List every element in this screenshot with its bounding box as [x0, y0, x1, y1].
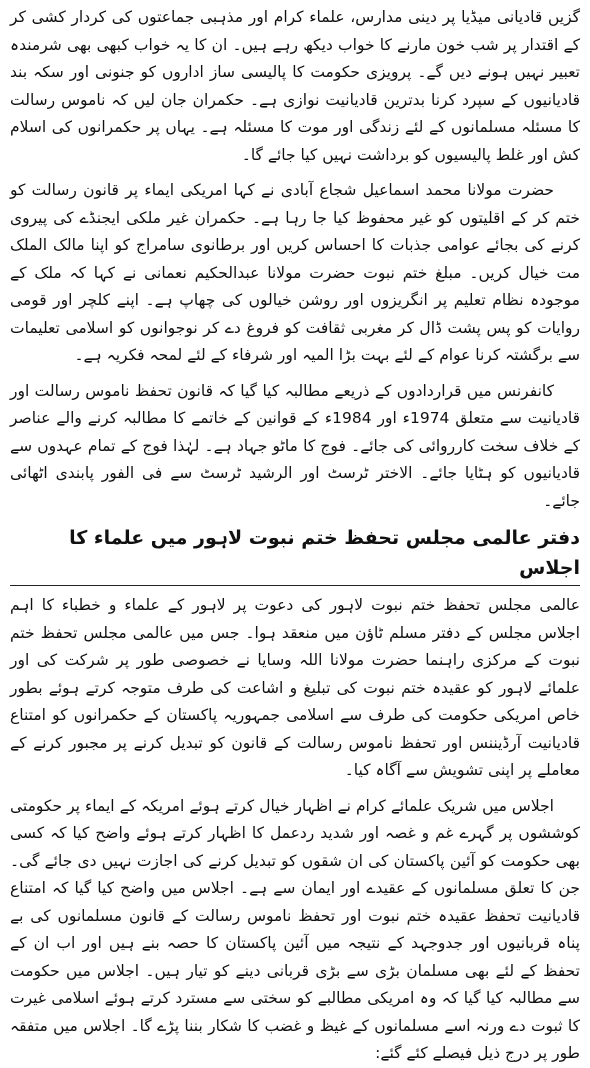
section-heading: دفتر عالمی مجلس تحفظ ختم نبوت لاہور میں علماء کا اجلاس — [10, 523, 580, 586]
paragraph-1: گزیں قادیانی میڈیا پر دینی مدارس، علماء کرام اور مذہبی جماعتوں کی کردار کشی کر کے اقتدار پر شب خون مارنے کا خواب دیکھ رہے ہیں۔ ان کا یہ خواب کبھی بھی شرمندہ تعبیر نہیں ہونے دیں گے۔ پرویزی حکومت کا پالیسی ساز اداروں کو جنونی اور سکہ بند قادیانیوں کے سپرد کرنا بدترین قادیانیت نوازی ہے۔ حکمران جان لیں کہ ناموس رسالت کا مسئلہ مسلمانوں کے لئے زندگی اور موت کا مسئلہ ہے۔ یہاں پر حکمرانوں کی اسلام کش اور غلط پالیسیوں کو برداشت نہیں کیا جائے گا۔ — [10, 8, 580, 164]
paragraph-5: اجلاس میں شریک علمائے کرام نے اظہار خیال کرتے ہوئے امریکہ کے ایماء پر حکومتی کوششوں پر گہرے غم و غصہ اور شدید ردعمل کا اظہار کرتے ہوئے واضح کیا کہ کسی بھی حکومت کو آئین پاکستان کی ان شقوں کو تبدیل کرنے کی اجازت نہیں دی جائے گی۔ جن کا تعلق مسلمانوں کے عقیدے اور ایمان سے ہے۔ اجلاس میں واضح کیا گیا کہ امتناع قادیانیت تحفظ عقیدہ ختم نبوت اور تحفظ ناموس رسالت کے قانون مسلمانوں کی بے پناہ قربانیوں اور جدوجہد کے نتیجہ میں آئین پاکستان کا حصہ بنے ہیں اور اب ان کے تحفظ کے لئے بھی مسلمان بڑی سے بڑی قربانی دینے کو تیار ہیں۔ اجلاس میں حکومت سے مطالبہ کیا گیا کہ وہ امریکی مطالبے کو سختی سے مسترد کرتے ہوئے اسلامی غیرت کا ثبوت دے ورنہ اسے مسلمانوں کے غیظ و غضب کا شکار بننا پڑے گا۔ اجلاس میں متفقہ طور پر درج ذیل فیصلے کئے گئے: — [10, 796, 580, 1062]
paragraph-3: کانفرنس میں قراردادوں کے ذریعے مطالبہ کیا گیا کہ قانون تحفظ ناموس رسالت اور قادیانیت سے متعلق 1974ء اور 1984ء کے قوانین کے خاتمے کا مطالبہ کرنے والے عناصر کے خلاف سخت کارروائی کی جائے۔ فوج کا ماٹو جہاد ہے۔ لہٰذا فوج کے تمام عہدوں سے قادیانیوں کو ہٹایا جائے۔ الاختر ٹرسٹ اور الرشید ٹرسٹ سے فی الفور پابندی اٹھائی جائے۔ — [10, 381, 580, 510]
paragraph-2: حضرت مولانا محمد اسماعیل شجاع آبادی نے کہا امریکی ایماء پر قانون رسالت کو ختم کر کے اقلیتوں کو غیر محفوظ کیا جا رہا ہے۔ حکمران غیر ملکی ایجنڈے کی پیروی کرنے کی بجائے عوامی جذبات کا احساس کریں اور برطانوی سامراج کو اپنا مالک الملک مت خیال کریں۔ مبلغ ختم نبوت حضرت مولانا عبدالحکیم نعمانی نے کہا کہ ملک کے موجودہ نظام تعلیم پر انگریزوں اور روشن خیالوں کی چھاپ ہے۔ اپنے کلچر اور قومی روایات کو پس پشت ڈال کر مغربی ثقافت کو فروغ دے کر نوجوانوں کو اسلامی تعلیمات سے برگشتہ کرنا عوام کے لئے بہت بڑا المیہ اور شرفاء کے لئے لمحہ فکریہ ہے۔ — [10, 181, 580, 364]
paragraph-4: عالمی مجلس تحفظ ختم نبوت لاہور کی دعوت پر لاہور کے علماء و خطباء کا اہم اجلاس مجلس کے دفتر مسلم ٹاؤن میں منعقد ہوا۔ جس میں عالمی مجلس تحفظ ختم نبوت کے مرکزی راہنما حضرت مولانا اللہ وسایا نے خصوصی طور پر شرکت کی اور علمائے لاہور کو عقیدہ ختم نبوت کی تبلیغ و اشاعت کی طرف متوجہ کرتے ہوئے بطور خاص امریکی حکومت کی طرف سے اسلامی جمہوریہ پاکستان کے حکمرانوں کو امتناع قادیانیت آرڈیننس اور تحفظ ناموس رسالت کے قانون کو تبدیل کرنے پر مجبور کرنے کے معاملے پر اپنی تشویش سے آگاہ کیا۔ — [10, 596, 580, 779]
